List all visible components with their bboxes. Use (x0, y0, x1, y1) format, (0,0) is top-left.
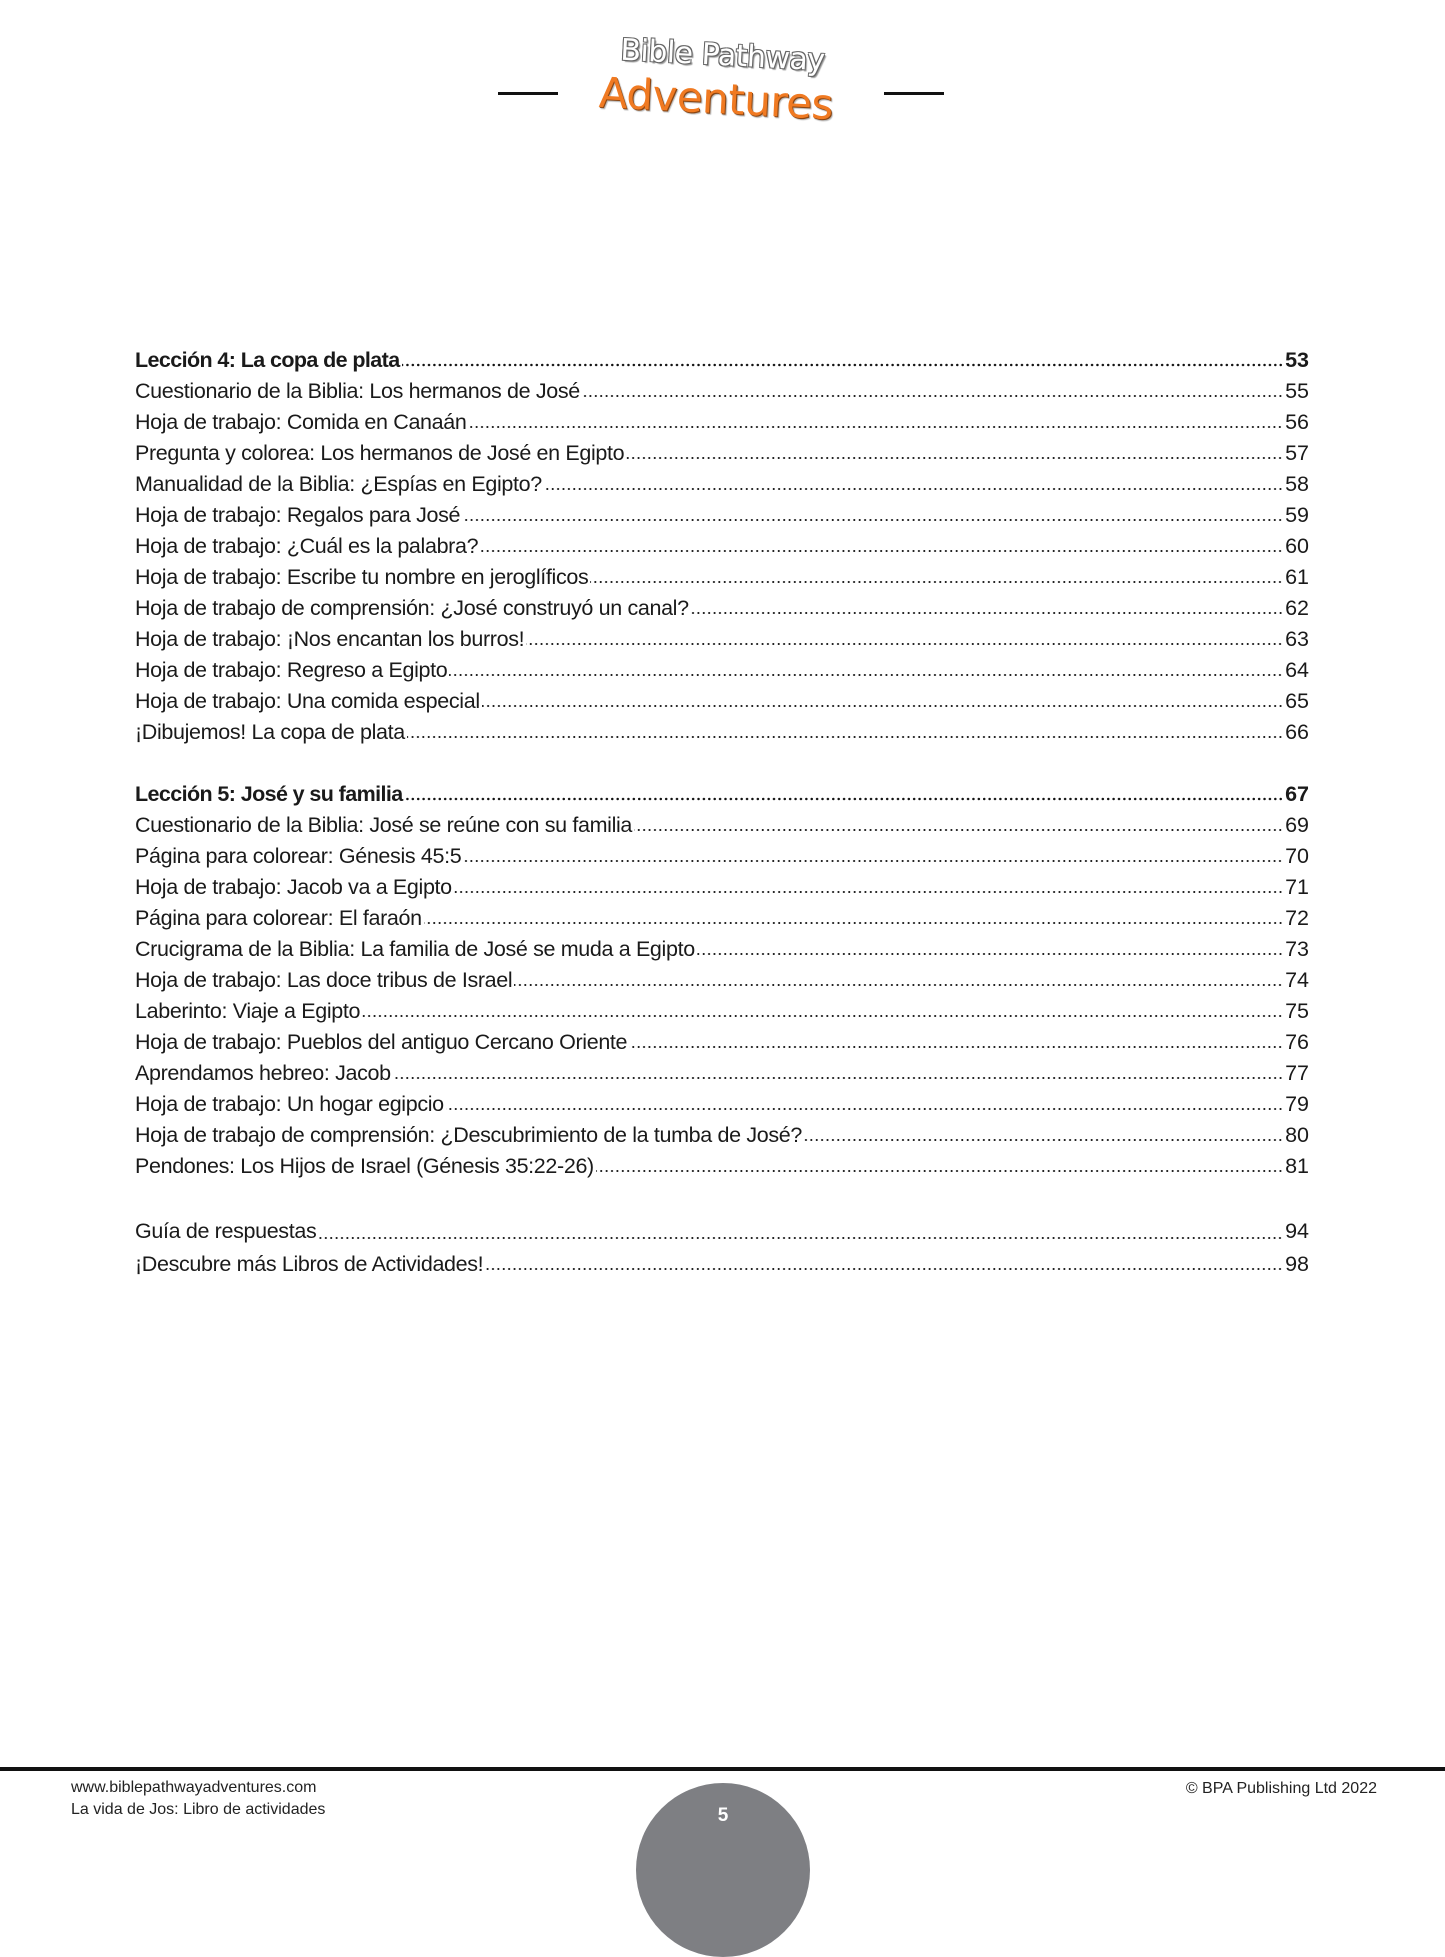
toc-entry[interactable] (135, 500, 1309, 531)
toc-entry[interactable] (135, 1089, 1309, 1120)
dot-leader (582, 394, 1283, 398)
toc-entry-title: Hoja de trabajo: Escribe tu nombre en jeroglíficos (135, 565, 589, 589)
toc-entry-title: ¡Dibujemos! La copa de plata (135, 720, 405, 744)
footer-book-title: La vida de Jos: Libro de actividades (71, 1801, 326, 1818)
logo-text-adventures: Adventures (597, 67, 835, 130)
toc-entry-title: Hoja de trabajo: Comida en Canaán (135, 410, 467, 434)
dot-leader (596, 1169, 1283, 1173)
toc-entry-title: Hoja de trabajo: Regalos para José (135, 503, 461, 527)
toc-entry-title: Hoja de trabajo: Las doce tribus de Israel (135, 968, 513, 992)
toc-entry-title: Página para colorear: El faraón (135, 906, 422, 930)
toc-lesson-heading[interactable] (135, 779, 1309, 810)
toc-entry-title: Manualidad de la Biblia: ¿Espías en Egipto? (135, 472, 542, 496)
toc-entry-page: 55 (1285, 379, 1309, 403)
dot-leader (407, 735, 1283, 739)
toc-entry-title: ¡Descubre más Libros de Actividades! (135, 1252, 484, 1276)
toc-entry-title: Página para colorear: Génesis 45:5 (135, 844, 462, 868)
toc-entry-title: Guía de respuestas (135, 1218, 317, 1243)
toc-entry[interactable] (135, 376, 1309, 407)
toc-entry-page: 75 (1285, 999, 1309, 1023)
toc-entry-title: Hoja de trabajo: ¿Cuál es la palabra? (135, 534, 479, 558)
toc-entry[interactable] (135, 1058, 1309, 1089)
toc-entry-title: Hoja de trabajo: Un hogar egipcio (135, 1092, 444, 1116)
footer-rule (0, 1767, 1445, 1771)
toc-entry-more-books[interactable] (135, 1249, 1309, 1280)
toc-entry-page: 79 (1285, 1092, 1309, 1116)
toc-entry-page: 73 (1285, 937, 1309, 961)
toc-entry[interactable] (135, 903, 1309, 934)
toc-entry-page: 72 (1285, 906, 1309, 930)
toc-entry-page: 65 (1285, 689, 1309, 713)
toc-entry[interactable] (135, 841, 1309, 872)
footer-left (71, 1777, 325, 1821)
logo-rule-right (884, 92, 944, 95)
dot-leader (629, 1045, 1283, 1049)
toc-entry-page: 67 (1285, 782, 1309, 806)
toc-entry-page: 61 (1285, 565, 1309, 589)
toc-entry-page: 94 (1285, 1218, 1309, 1243)
dot-leader (424, 921, 1283, 925)
publisher-logo (0, 0, 1445, 140)
dot-leader (402, 363, 1283, 367)
toc-entry[interactable] (135, 934, 1309, 965)
logo-text-bible-pathway: Bible Pathway (619, 32, 826, 79)
toc-entry-page: 69 (1285, 813, 1309, 837)
toc-entry[interactable] (135, 1151, 1309, 1182)
dot-leader (468, 425, 1283, 429)
dot-leader (590, 580, 1283, 584)
toc-entry-page: 71 (1285, 875, 1309, 899)
toc-entry-title: Cuestionario de la Biblia: Los hermanos de José (135, 379, 580, 403)
toc-entry[interactable] (135, 717, 1309, 748)
toc-entry[interactable] (135, 1120, 1309, 1151)
dot-leader (362, 1014, 1283, 1018)
toc-entry-title: Hoja de trabajo: Una comida especial (135, 689, 480, 713)
toc-entry-answer-key[interactable] (135, 1213, 1309, 1249)
toc-entry-page: 98 (1285, 1252, 1309, 1276)
dot-leader (691, 611, 1283, 615)
dot-leader (405, 797, 1283, 801)
dot-leader (393, 1076, 1283, 1080)
toc-entry[interactable] (135, 655, 1309, 686)
toc-entry-title: Hoja de trabajo: Jacob va a Egipto (135, 875, 452, 899)
toc-entry-title: Hoja de trabajo: Pueblos del antiguo Cercano Oriente (135, 1030, 628, 1054)
toc-lesson-heading[interactable] (135, 345, 1309, 376)
toc-lesson-5 (135, 779, 1309, 1182)
toc-entry[interactable] (135, 996, 1309, 1027)
dot-leader (526, 642, 1283, 646)
dot-leader (697, 952, 1283, 956)
dot-leader (454, 890, 1283, 894)
dot-leader (804, 1138, 1283, 1142)
dot-leader (514, 983, 1283, 987)
footer-copyright: © BPA Publishing Ltd 2022 (1185, 1780, 1377, 1797)
toc-entry[interactable] (135, 469, 1309, 500)
toc-entry-page: 56 (1285, 410, 1309, 434)
toc-lesson-4 (135, 345, 1309, 748)
dot-leader (480, 549, 1283, 553)
toc-entry-page: 64 (1285, 658, 1309, 682)
toc-entry[interactable] (135, 686, 1309, 717)
toc-entry-page: 57 (1285, 441, 1309, 465)
logo-rule-left (498, 92, 558, 95)
dot-leader (462, 518, 1283, 522)
toc-entry-title: Lección 4: La copa de plata (135, 348, 400, 372)
toc-entry-page: 74 (1285, 968, 1309, 992)
toc-entry-title: Aprendamos hebreo: Jacob (135, 1061, 391, 1085)
toc-entry-title: Hoja de trabajo de comprensión: ¿Descubrimiento de la tumba de José? (135, 1123, 802, 1147)
toc-entry-page: 70 (1285, 844, 1309, 868)
toc-entry-title: Pregunta y colorea: Los hermanos de José en Egipto (135, 441, 625, 465)
toc-entry-page: 66 (1285, 720, 1309, 744)
toc-entry-page: 76 (1285, 1030, 1309, 1054)
toc-entry-page: 63 (1285, 627, 1309, 651)
toc-entry[interactable] (135, 562, 1309, 593)
dot-leader (463, 859, 1283, 863)
dot-leader (634, 828, 1283, 832)
toc-entry[interactable] (135, 407, 1309, 438)
toc-entry-title: Hoja de trabajo: ¡Nos encantan los burros! (135, 627, 525, 651)
toc-entry-page: 81 (1285, 1154, 1309, 1178)
toc-entry-title: Cuestionario de la Biblia: José se reúne con su familia (135, 813, 633, 837)
toc-appendix (135, 1213, 1309, 1280)
toc-entry[interactable] (135, 965, 1309, 996)
toc-entry-page: 59 (1285, 503, 1309, 527)
toc-entry-title: Pendones: Los Hijos de Israel (Génesis 35:22-26) (135, 1154, 594, 1178)
toc-entry[interactable] (135, 810, 1309, 841)
dot-leader (485, 1267, 1283, 1271)
dot-leader (318, 1236, 1283, 1240)
toc-entry-title: Crucigrama de la Biblia: La familia de José se muda a Egipto (135, 937, 695, 961)
toc-entry-title: Hoja de trabajo: Regreso a Egipto (135, 658, 448, 682)
toc-entry[interactable] (135, 593, 1309, 624)
footer-website-link[interactable]: www.biblepathwayadventures.com (71, 1779, 317, 1796)
dot-leader (446, 1107, 1283, 1111)
toc-entry-title: Hoja de trabajo de comprensión: ¿José construyó un canal? (135, 596, 689, 620)
dot-leader (544, 487, 1283, 491)
toc-entry-page: 53 (1285, 348, 1309, 372)
toc-entry-title: Laberinto: Viaje a Egipto (135, 999, 361, 1023)
dot-leader (449, 673, 1283, 677)
toc-entry[interactable] (135, 531, 1309, 562)
toc-entry-title: Lección 5: José y su familia (135, 782, 403, 806)
page-number: 5 (717, 1805, 729, 1826)
toc-entry-page: 60 (1285, 534, 1309, 558)
toc-entry[interactable] (135, 438, 1309, 469)
toc-entry[interactable] (135, 872, 1309, 903)
toc-entry-page: 62 (1285, 596, 1309, 620)
dot-leader (626, 456, 1283, 460)
toc-entry-page: 58 (1285, 472, 1309, 496)
dot-leader (482, 704, 1283, 708)
toc-entry[interactable] (135, 624, 1309, 655)
toc-entry[interactable] (135, 1027, 1309, 1058)
toc-entry-page: 77 (1285, 1061, 1309, 1085)
toc-entry-page: 80 (1285, 1123, 1309, 1147)
